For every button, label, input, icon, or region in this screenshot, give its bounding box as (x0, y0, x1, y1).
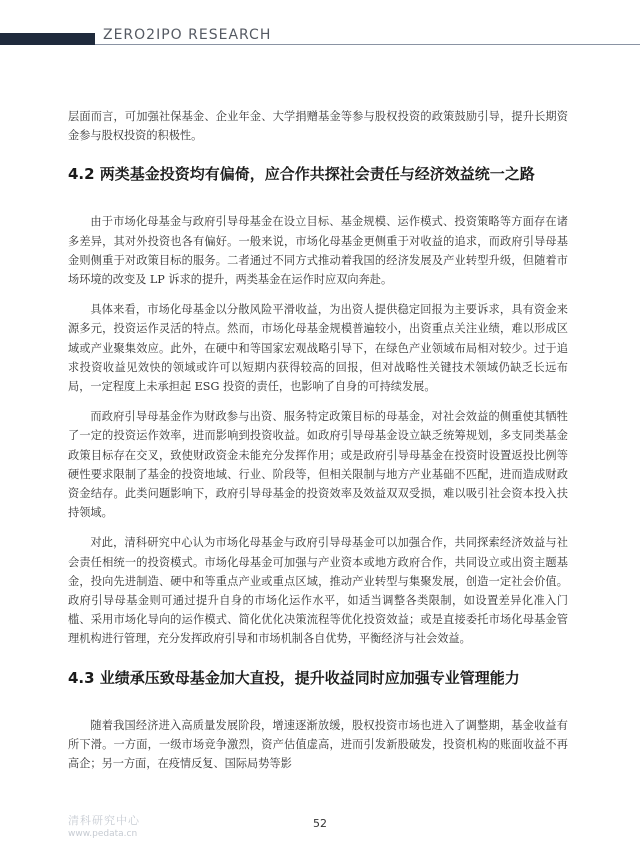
page-body (68, 107, 568, 773)
paragraph-4-2-2: 具体来看，市场化母基金以分散风险平滑收益，为出资人提供稳定回报为主要诉求，具有资金来源多元，投资运作灵活的特点。然而，市场化母基金规模普遍较小，出资重点关注业绩，难以形成区域或产业聚集效应。此外，在硬中和等国家宏观战略引导下，在绿色产业领域布局相对较少。过于追求投资收益见效快的领域或许可以短期内获得较高的回报，但对战略性关键技术领域仍缺乏长远布局，一定程度上未承担起 ESG 投资的责任，也影响了自身的可持续发展。 (68, 303, 568, 394)
page-number: 52 (313, 817, 327, 830)
paragraph-4-3-1: 随着我国经济进入高质量发展阶段，增速逐渐放缓，股权投资市场也进入了调整期，基金收益有所下滑。一方面，一级市场竞争激烈，资产估值虚高，进而引发新股破发，投资机构的账面收益不再高企；另一方面，在疫情反复、国际局势等影 (68, 718, 568, 771)
section-heading-4-3: 4.3 业绩承压致母基金加大直投，提升收益同时应加强专业管理能力 (68, 668, 520, 687)
header-brand: ZERO2IPO RESEARCH (103, 27, 272, 43)
footer-url: www.pedata.cn (68, 829, 138, 839)
section-heading-4-2: 4.2 两类基金投资均有偏倚，应合作共探社会责任与经济效益统一之路 (68, 165, 535, 184)
paragraph-4-2-4: 对此，清科研究中心认为市场化母基金与政府引导母基金可以加强合作，共同探索经济效益与社会责任相统一的投资模式。市场化母基金可加强与产业资本或地方政府合作，共同设立或出资主题基金，投向先进制造、硬中和等重点产业或重点区域，推动产业转型与集聚发展，创造一定社会价值。政府引导母基金则可通过提升自身的市场化运作水平，如适当调整各类限制，如设置差异化准入门槛、采用市场化导向的运作模式、简化优化决策流程等优化投资效益；或是直接委托市场化母基金管理机构进行管理，充分发挥政府引导和市场机制各自优势，平衡经济与社会效益。 (68, 536, 568, 646)
paragraph-4-2-3: 而政府引导母基金作为财政参与出资、服务特定政策目标的母基金，对社会效益的侧重使其牺牲了一定的投资运作效率，进而影响到投资收益。如政府引导母基金设立缺乏统筹规划，多支同类基金政策目标存在交叉，致使财政资金未能充分发挥作用；或是政府引导母基金在投资时设置返投比例等硬性要求限制了基金的投资地域、行业、阶段等，但相关限制与地方产业基础不匹配，进而造成财政资金结存。此类问题影响下，政府引导母基金的投资效率及效益双双受损，难以吸引社会资本投入扶持领域。 (68, 410, 568, 520)
header-rule (95, 44, 640, 45)
header-accent-bar (0, 33, 95, 45)
footer-org-name: 清科研究中心 (68, 814, 140, 827)
paragraph-intro: 层面而言，可加强社保基金、企业年金、大学捐赠基金等参与股权投资的政策鼓励引导，提升长期资金参与股权投资的积极性。 (68, 110, 568, 143)
paragraph-4-2-1: 由于市场化母基金与政府引导母基金在设立目标、基金规模、运作模式、投资策略等方面存在诸多差异，其对外投资也各有偏好。一般来说，市场化母基金更侧重于对收益的追求，而政府引导母基金则侧重于对政策目标的服务。二者通过不同方式推动着我国的经济发展及产业转型升级，但随着市场环境的改变及 LP 诉求的提升，两类基金在运作时应双向奔赴。 (68, 215, 568, 287)
